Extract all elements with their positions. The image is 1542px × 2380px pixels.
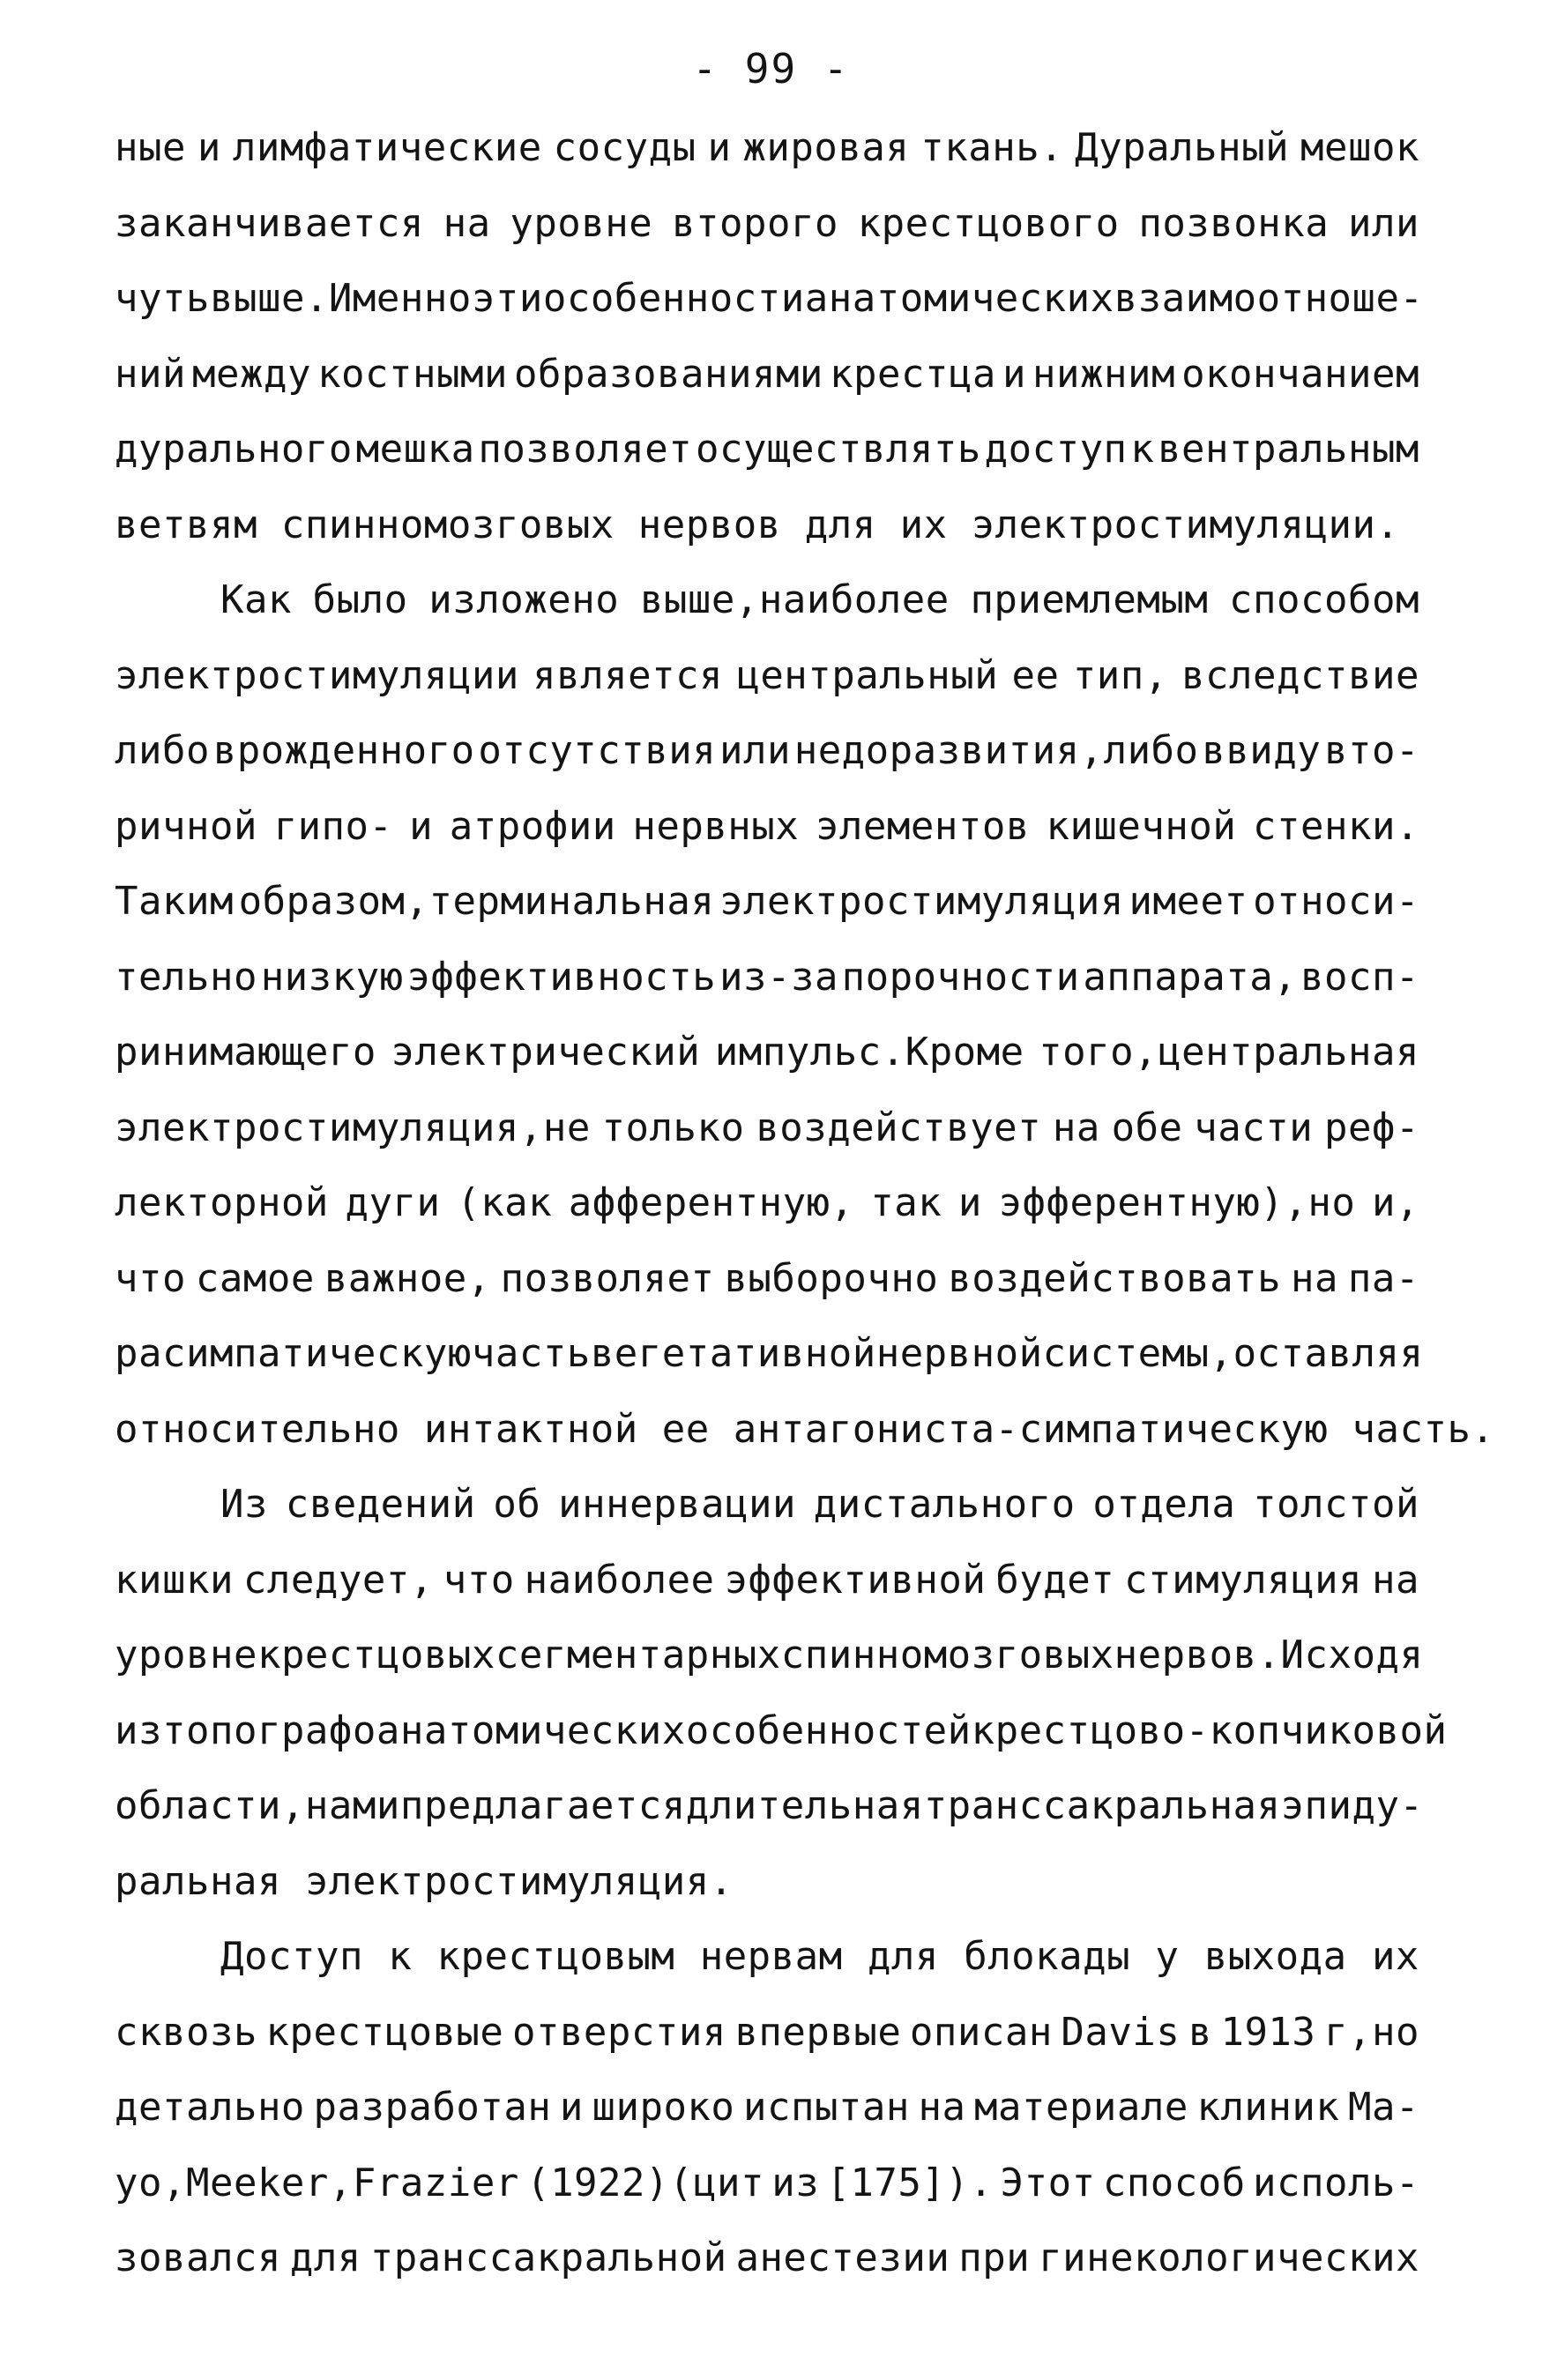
text-line: [115, 789, 1419, 865]
word: и: [707, 125, 732, 170]
word: эффективность: [406, 954, 717, 1000]
word: транссакральная: [923, 1783, 1281, 1828]
text-line: [115, 110, 1419, 186]
word: ричной: [115, 803, 257, 849]
word: образованиями: [514, 351, 823, 397]
word: на: [1052, 1104, 1100, 1150]
word: порочности: [841, 954, 1080, 1000]
word: ее: [1011, 652, 1060, 698]
word: Из: [220, 1482, 268, 1527]
word: [175]).: [826, 2160, 994, 2205]
word: стимуляция: [1124, 1557, 1363, 1603]
word: только: [601, 1104, 745, 1150]
word: кишечной: [1046, 803, 1237, 849]
word: что: [115, 1255, 186, 1301]
word: воздействовать: [948, 1255, 1282, 1301]
word: сосуды: [553, 125, 697, 170]
word: недоразвития,либо: [793, 728, 1199, 773]
word: обе: [1111, 1104, 1183, 1150]
text-line: [115, 940, 1419, 1015]
word: заканчивается: [115, 200, 424, 246]
word: широко: [592, 2085, 735, 2130]
word: на: [443, 200, 491, 246]
word: у: [1155, 1934, 1180, 1979]
word: ткань.: [920, 125, 1064, 170]
word: к: [1130, 427, 1155, 472]
word: нами: [304, 1783, 400, 1828]
word: жировая: [742, 125, 910, 170]
word: анестезии: [735, 2235, 950, 2280]
word: взаимоотноше-: [1114, 276, 1424, 321]
word: чуть: [115, 276, 210, 321]
word: уровне: [115, 1633, 257, 1677]
word: стенки.: [1253, 803, 1419, 849]
word: Доступ: [220, 1934, 363, 1979]
word: тельно: [115, 954, 257, 1000]
word: вегетативной: [590, 1331, 876, 1376]
word: воздействует: [756, 1104, 1042, 1150]
word: часть: [471, 1331, 591, 1376]
word: на: [918, 2085, 966, 2130]
word: нервных: [632, 803, 800, 849]
text-line: [115, 1165, 1419, 1241]
word: при: [958, 2235, 1031, 2280]
word: ний: [115, 351, 186, 397]
word: атрофии: [449, 803, 616, 849]
word: костными: [317, 351, 508, 397]
word: дуги: [345, 1180, 441, 1225]
word: элементов: [815, 803, 1030, 849]
word: топографоанатомических: [161, 1707, 686, 1753]
word: Дуральный: [1075, 125, 1290, 170]
text-line: [115, 1693, 1448, 1769]
paragraph-start-line: [115, 1919, 1419, 1995]
word: способ: [1102, 2160, 1246, 2205]
word: на: [1291, 1255, 1339, 1301]
word: нервной: [875, 1331, 1043, 1376]
word: уровне: [510, 200, 653, 246]
text-line: [115, 2220, 1419, 2296]
word: нервов.Исходя: [1114, 1633, 1424, 1677]
word: либо: [115, 728, 210, 773]
word: эффективной: [724, 1557, 987, 1603]
word: транссакральной: [369, 2235, 727, 2280]
text-line: [115, 1090, 1419, 1166]
word: длительная: [685, 1783, 924, 1828]
word: для: [289, 2235, 361, 2280]
word: сведений: [285, 1482, 476, 1527]
word: из-за: [719, 954, 838, 1000]
text-line: относительно интактной ее антагониста-симпатическую часть.: [115, 1406, 1495, 1452]
word: Davis: [1061, 2009, 1181, 2055]
word: отверстия: [511, 2009, 726, 2055]
text-line: [115, 1015, 1419, 1090]
text-line: [115, 638, 1419, 714]
word: разработан: [313, 2085, 552, 2130]
word: их: [1371, 1934, 1419, 1979]
word: дистального: [813, 1482, 1076, 1527]
paragraph-start-line: [115, 1467, 1419, 1543]
word: вентральным: [1158, 427, 1419, 472]
word: на: [1372, 1557, 1419, 1603]
paragraph-start-line: [115, 562, 1419, 638]
word: па-: [1347, 1255, 1419, 1301]
word: выборочно: [724, 1255, 939, 1301]
word: особенности: [542, 276, 805, 321]
word: восп-: [1300, 954, 1419, 1000]
word: иннервации: [558, 1482, 796, 1527]
word: 1913: [1220, 2009, 1316, 2055]
word: области,: [115, 1783, 305, 1828]
text-line: [115, 337, 1419, 413]
word: толстой: [1253, 1482, 1419, 1527]
word: окончанием: [1181, 351, 1419, 397]
text-line: [115, 1543, 1419, 1618]
word: электростимуляция,не: [115, 1104, 591, 1150]
word: и: [409, 803, 434, 849]
word: крестцовым: [436, 1934, 675, 1979]
word: способом: [1229, 577, 1419, 622]
text-line: [115, 2070, 1419, 2146]
word: дурального: [115, 427, 353, 472]
word: крестцовых: [257, 1633, 495, 1677]
word: аппарата,: [1083, 954, 1298, 1000]
word: и: [197, 125, 221, 170]
word: для: [867, 1934, 939, 1979]
word: позволяет: [478, 427, 693, 472]
word: Этот: [1000, 2160, 1096, 2205]
word: образом,терминальная: [238, 879, 715, 924]
word: из: [115, 1707, 162, 1753]
word: уо,Meeker,Frazier: [115, 2160, 519, 2205]
word: было: [312, 577, 408, 622]
word: импульс.Кроме: [714, 1030, 1024, 1075]
word: предлагается: [399, 1783, 686, 1828]
word: доступ: [984, 427, 1128, 472]
word: эти: [471, 276, 543, 321]
word: наиболее: [524, 1557, 715, 1603]
word: лекторной: [115, 1180, 329, 1225]
word: выше.Именно: [209, 276, 472, 321]
word: эфферентную),но: [998, 1180, 1356, 1225]
word: (1922)(цит: [526, 2160, 764, 2205]
word: впервые: [734, 2009, 902, 2055]
word: позвонка: [1138, 200, 1330, 246]
word: спинномозговых: [780, 1633, 1114, 1677]
word: клиник: [1196, 2085, 1340, 2130]
word: электрический: [391, 1030, 701, 1075]
word: к: [388, 1934, 413, 1979]
word: и: [1002, 351, 1026, 397]
word: отдела: [1092, 1482, 1236, 1527]
text-line: [115, 864, 1419, 940]
word: в: [1188, 2009, 1212, 2055]
word: или: [719, 728, 791, 773]
word: Как: [220, 577, 292, 622]
text-line: [115, 261, 1424, 337]
word: гинекологических: [1039, 2235, 1419, 2280]
word: блокады: [964, 1934, 1131, 1979]
word: самое: [195, 1255, 315, 1301]
word: изложено: [428, 577, 620, 622]
word: сегментарных: [495, 1633, 781, 1677]
word: так: [870, 1180, 942, 1225]
word: важное,: [324, 1255, 491, 1301]
text-line: [115, 1768, 1424, 1844]
word: относи-: [1253, 879, 1419, 924]
word: электростимуляции: [115, 652, 519, 698]
text-line: [115, 412, 1419, 487]
text-line: [115, 713, 1419, 789]
word: второго: [672, 200, 838, 246]
word: центральный: [736, 652, 999, 698]
text-line: [115, 186, 1419, 262]
word: особенностей: [685, 1707, 972, 1753]
word: следует,: [242, 1557, 434, 1603]
word: того,центральная: [1039, 1030, 1419, 1075]
word: ные: [115, 125, 186, 170]
word: расимпатическую: [115, 1331, 472, 1376]
text-line: [115, 2146, 1419, 2221]
text-line: ветвям спинномозговых нервов для их электростимуляции.: [115, 502, 1400, 547]
word: осуществлять: [695, 427, 981, 472]
word: ринимающего: [115, 1030, 376, 1075]
word: и: [559, 2085, 584, 2130]
word: реф-: [1323, 1104, 1419, 1150]
word: гипо-: [273, 803, 393, 849]
word: мешка: [355, 427, 475, 472]
word: анатомических: [804, 276, 1114, 321]
word: нервам: [699, 1934, 843, 1979]
word: зовался: [115, 2235, 281, 2280]
word: кишки: [115, 1557, 234, 1603]
word: крестцово-копчиковой: [971, 1707, 1448, 1753]
word: выхода: [1203, 1934, 1347, 1979]
word: вследствие: [1181, 652, 1419, 698]
word: будет: [995, 1557, 1115, 1603]
text-line: [115, 1316, 1424, 1392]
word: крестца: [829, 351, 996, 397]
word: эпиду-: [1280, 1783, 1424, 1828]
word: выше,наиболее: [639, 577, 950, 622]
word: позволяет: [500, 1255, 715, 1301]
word: крестцового: [857, 200, 1120, 246]
word: мешок: [1300, 125, 1419, 170]
word: системы,оставляя: [1042, 1331, 1424, 1376]
word: лимфатические: [232, 125, 542, 170]
word: отсутствия: [478, 728, 717, 773]
word: вто-: [1323, 728, 1419, 773]
word: или: [1347, 200, 1419, 246]
text-line: [115, 1618, 1424, 1693]
word: крестцовые: [265, 2009, 504, 2055]
word: является: [533, 652, 724, 698]
word: ввиду: [1202, 728, 1322, 773]
word: сквозь: [115, 2009, 257, 2055]
word: Ма-: [1347, 2085, 1419, 2130]
word: тип,: [1072, 652, 1168, 698]
word: имеет: [1129, 879, 1248, 924]
body-text: [115, 110, 1495, 2296]
word: части: [1194, 1104, 1314, 1150]
word: афферентную,: [568, 1180, 854, 1225]
word: между: [192, 351, 311, 397]
text-line: ральная электростимуляция.: [115, 1858, 734, 1904]
word: приемлемым: [970, 577, 1209, 622]
word: исполь-: [1253, 2160, 1419, 2205]
word: электростимуляция: [719, 879, 1124, 924]
word: испытан: [742, 2085, 910, 2130]
word: материале: [973, 2085, 1188, 2130]
word: и,: [1371, 1180, 1419, 1225]
word: из: [771, 2160, 820, 2205]
word: об: [493, 1482, 541, 1527]
word: Таким: [115, 879, 234, 924]
word: низкую: [260, 954, 404, 1000]
text-line: [115, 1241, 1419, 1317]
word: (как: [457, 1180, 553, 1225]
page-number: - 99 -: [692, 45, 850, 93]
word: описан: [909, 2009, 1053, 2055]
word: что: [443, 1557, 515, 1603]
word: врожденного: [212, 728, 475, 773]
word: г,но: [1323, 2009, 1419, 2055]
word: детально: [115, 2085, 305, 2130]
text-line: [115, 1995, 1419, 2071]
word: нижним: [1032, 351, 1175, 397]
word: и: [957, 1180, 982, 1225]
